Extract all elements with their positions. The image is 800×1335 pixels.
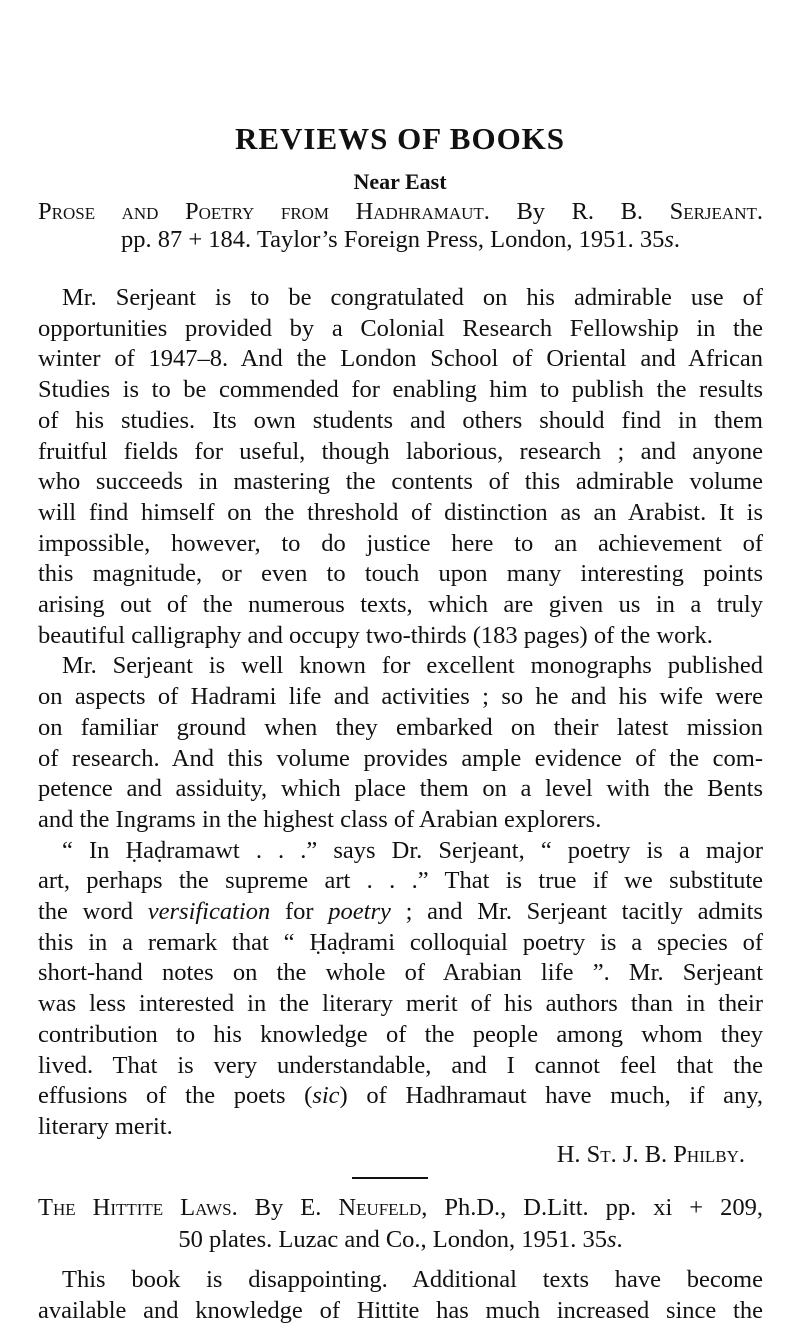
text-segment: art, perhaps the supreme art . . .” That is true if we substitute <box>38 867 763 895</box>
text-line: fruitful fields for useful, though laborious, research ; and anyone <box>38 437 763 465</box>
text-line: on familiar ground when they embarked on their latest mission <box>38 713 763 741</box>
text-line <box>38 866 763 896</box>
text-line: beautiful calligraphy and occupy two-thirds (183 pages) of the work. <box>38 621 713 649</box>
text-segment: . <box>616 1226 623 1253</box>
text-line <box>38 1081 763 1111</box>
small-caps-text: St <box>586 1141 611 1168</box>
text-segment: . By E. <box>231 1194 339 1221</box>
text-segment: H. <box>556 1141 587 1168</box>
text-segment: ) of Hadhramaut have much, if any, <box>339 1082 763 1110</box>
text-line: was less interested in the literary merit of his authors than in their <box>38 990 763 1018</box>
text-line: arising out of the numerous texts, which are given us in a truly <box>38 591 763 618</box>
text-segment: the word <box>38 898 148 925</box>
text-line: available and knowledge of Hittite has much increased since the <box>38 1296 763 1324</box>
review-heading-line <box>38 198 763 226</box>
italic-text: poetry <box>328 898 391 925</box>
text-line: petence and assiduity, which place them on a level with the Bents <box>38 775 763 803</box>
italic-text: versification <box>147 898 271 925</box>
text-segment: . J. B. <box>610 1141 674 1168</box>
review-heading-line <box>38 1226 763 1254</box>
text-line: Mr. Serjeant is well known for excellent monographs published <box>62 652 763 680</box>
text-line: contribution to his knowledge of the people among whom they <box>38 1020 763 1048</box>
text-line: literary merit. <box>38 1112 173 1140</box>
text-segment: . <box>673 226 681 253</box>
text-line: on aspects of Hadrami life and activities ; so he and his wife were <box>38 683 763 711</box>
text-line: this in a remark that “ Ḥaḍrami colloquial poetry is a species of <box>38 928 763 956</box>
text-segment: . <box>756 198 763 225</box>
review-heading-line <box>38 1194 763 1222</box>
text-line: lived. That is very understandable, and I cannot feel that the <box>38 1051 763 1079</box>
text-line: who succeeds in mastering the contents of this admirable volume <box>38 468 763 496</box>
text-segment: ; and Mr. Serjeant tacitly admits <box>390 898 763 925</box>
text-line: of his studies. Its own students and others should find in them <box>38 406 763 434</box>
text-line: winter of 1947–8. And the London School of Oriental and African <box>38 345 763 373</box>
italic-text: s <box>607 1226 617 1253</box>
text-line: and the Ingrams in the highest class of Arabian explorers. <box>38 805 602 833</box>
review-heading-line <box>38 226 763 254</box>
small-caps-text: The Hittite Laws <box>38 1194 232 1221</box>
text-line: “ In Ḥaḍramawt . . .” says Dr. Serjeant, “ poetry is a major <box>62 836 763 864</box>
text-line: short-hand notes on the whole of Arabian life ”. Mr. Serjeant <box>38 959 763 987</box>
text-segment: effusions of the poets ( <box>38 1082 313 1110</box>
text-segment: , Ph.D., D.Litt. pp. xi + 209, <box>421 1194 763 1221</box>
italic-text: s <box>664 226 674 253</box>
reviewer-signature <box>0 1140 745 1170</box>
italic-text: sic <box>312 1082 340 1110</box>
text-segment: . <box>738 1141 745 1168</box>
page-title: REVIEWS OF BOOKS <box>234 121 566 156</box>
text-line: of research. And this volume provides ample evidence of the com- <box>38 744 763 772</box>
text-segment: . By R. B. <box>483 198 670 225</box>
text-line: This book is disappointing. Additional texts have become <box>62 1266 763 1293</box>
text-line: impossible, however, to do justice here to an achievement of <box>38 529 763 557</box>
section-divider <box>352 1177 428 1179</box>
small-caps-text: Philby <box>673 1141 739 1168</box>
small-caps-text: Serjeant <box>669 198 757 225</box>
text-line: opportunities provided by a Colonial Research Fellowship in the <box>38 314 763 342</box>
small-caps-text: Neufeld <box>338 1194 422 1221</box>
text-segment: for <box>270 898 329 925</box>
text-line <box>38 897 763 927</box>
text-line: this magnitude, or even to touch upon many interesting points <box>38 560 763 588</box>
text-line: will find himself on the threshold of distinction as an Arabist. It is <box>38 498 763 526</box>
section-heading: Near East <box>353 169 447 194</box>
text-line: Mr. Serjeant is to be congratulated on his admirable use of <box>62 284 763 311</box>
small-caps-text: Prose and Poetry from Hadhramaut <box>38 198 484 225</box>
text-line: Studies is to be commended for enabling him to publish the results <box>38 376 763 404</box>
text-segment: 50 plates. Luzac and Co., London, 1951. 35 <box>178 1226 607 1253</box>
text-segment: pp. 87 + 184. Taylor’s Foreign Press, London, 1951. 35 <box>120 226 665 253</box>
